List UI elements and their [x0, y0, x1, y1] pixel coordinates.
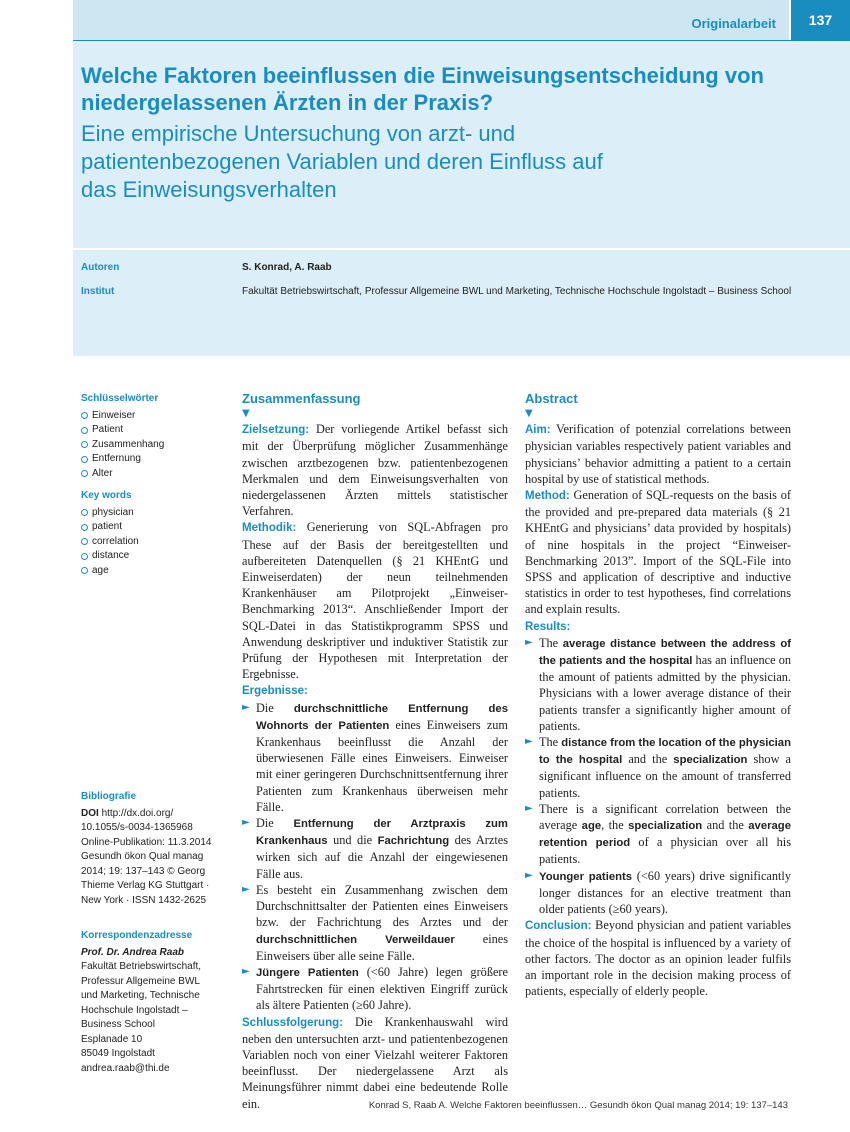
list-item: ► Die durchschnittliche Entfernung des Wohnorts der Patienten eines Einweisers zum Krankenhaus beeinflusst die Anzahl der überwiesenen Fälle eines Einweisers. Einweiser mit einer geringeren Durchschnittsentfernung ihrer Patienten zum Krankenhaus überweisen mehr Fälle.: [242, 700, 508, 814]
keyword-item: patient: [81, 520, 226, 535]
keyword-item: Alter: [81, 467, 226, 482]
correspondence-line: Hochschule Ingolstadt –: [81, 1004, 188, 1016]
triangle-right-icon: ►: [525, 636, 533, 648]
correspondence-line: Business School: [81, 1019, 155, 1030]
circle-bullet-icon: [81, 567, 88, 574]
circle-bullet-icon: [81, 412, 88, 419]
keyword-item: distance: [81, 549, 226, 564]
bibliography-line: 2014; 19: 137–143 © Georg: [81, 865, 206, 877]
methodik-paragraph: Methodik: Generierung von SQL-Abfragen pro These auf der Basis der bereitgestellten und aufbereiteten Datenquellen (§ 21 KHEntG und Einweiserdaten) der neun teilnehmenden Krankenhäuser am Pilotprojekt „Einweiser-Benchmarking 2013“. Anschließender Import der SQL-Datei in das Statistikprogramm SPSS und Anwendung deskriptiver und induktiver Statistik zur Prüfung der Hypothesen mit Interpretation der Ergebnisse.: [242, 520, 508, 682]
correspondence-block: [81, 929, 226, 1076]
keyword-item: Zusammenhang: [81, 438, 226, 453]
results-label: Results:: [525, 620, 571, 633]
correspondence-line: und Marketing, Technische: [81, 990, 200, 1001]
keywords-en-label: Key words: [81, 490, 132, 501]
doi-link[interactable]: http://dx.doi.org/: [101, 807, 174, 819]
circle-bullet-icon: [81, 427, 88, 434]
keyword-item: Entfernung: [81, 452, 226, 467]
zusammenfassung-column: [242, 391, 508, 1112]
circle-bullet-icon: [81, 441, 88, 448]
keywords-de-label: Schlüsselwörter: [81, 393, 159, 404]
ergebnisse-label: Ergebnisse:: [242, 685, 308, 698]
results-list: [525, 635, 791, 917]
keyword-item: Patient: [81, 423, 226, 438]
zusammenfassung-heading: Zusammenfassung: [242, 391, 361, 406]
list-item: ► The average distance between the address of the patients and the hospital has an influence on the amount of patients admitted by the physician. Physicians with a lower average distance of their patients transfer a significantly higher amount of patients.: [525, 635, 791, 733]
correspondence-email[interactable]: andrea.raab@thi.de: [81, 1062, 170, 1074]
ziel-paragraph: Zielsetzung: Der vorliegende Artikel befasst sich mit der Überprüfung möglicher Zusammenhänge zwischen arztbezogenen bzw. patientenbezogenen Merkmalen und dem Einweisungsverhalten von niedergelassenen Ärzten mittels statistischer Verfahren.: [242, 422, 509, 519]
meta-box: [73, 250, 850, 356]
correspondence-line: Esplanade 10: [81, 1033, 143, 1045]
bibliography-line: Gesundh ökon Qual manag: [81, 851, 204, 862]
keyword-item: Einweiser: [81, 409, 226, 424]
triangle-right-icon: ►: [242, 965, 250, 977]
institute-label: Institut: [81, 286, 115, 297]
header-band: [73, 0, 789, 40]
correspondence-label: Korrespondenzadresse: [81, 930, 193, 941]
list-item: ► Die Entfernung der Arztpraxis zum Krankenhaus und die Fachrichtung des Arztes wirken sich auf die Anzahl der eingewiesenen Fälle aus.: [242, 816, 508, 881]
article-title: Welche Faktoren beeinflussen die Einweisungsentscheidung von niedergelassenen Ärzten in der Praxis?: [81, 63, 764, 115]
triangle-right-icon: ►: [242, 701, 250, 713]
circle-bullet-icon: [81, 456, 88, 463]
abstract-column: [525, 391, 791, 999]
conclusion-paragraph: Conclusion: Beyond physician and patient variables the choice of the hospital is influenced by a variety of other factors. The doctor as an opinion leader fulfils an important role in the decision making process of patients, especially of elderly people.: [525, 918, 792, 999]
correspondence-line: Professur Allgemeine BWL: [81, 975, 200, 987]
keyword-item: physician: [81, 506, 226, 521]
aim-paragraph: Aim: Verification of potenzial correlations between physician variables respectively patient variables and physicians’ behavior admitting a patient to a certain hospital by use of statistical methods.: [525, 422, 791, 486]
bibliography-line: 10.1055/s-0034-1365968: [81, 822, 193, 833]
institute: Fakultät Betriebswirtschaft, Professur Allgemeine BWL und Marketing, Technische Hochschule Ingolstadt – Business School: [242, 286, 792, 297]
triangle-down-icon: ▼: [242, 408, 250, 420]
bibliography-line: Thieme Verlag KG Stuttgart ·: [81, 880, 210, 891]
correspondence-name: Prof. Dr. Andrea Raab: [81, 946, 184, 958]
footer-citation: Konrad S, Raab A. Welche Faktoren beeinflussen… Gesundh ökon Qual manag 2014; 19: 137–143: [368, 1100, 788, 1111]
circle-bullet-icon: [81, 524, 88, 531]
triangle-right-icon: ►: [525, 802, 533, 814]
authors-label: Autoren: [81, 262, 120, 273]
keyword-item: correlation: [81, 535, 226, 550]
triangle-down-icon: ▼: [525, 408, 533, 420]
list-item: ► There is a significant correlation between the average age, the specialization and the average retention period of a physician over all his patients.: [525, 801, 791, 867]
abstract-heading: Abstract: [525, 391, 578, 406]
article-subtitle: Eine empirische Untersuchung von arzt- und patientenbezogenen Variablen und deren Einfluss auf das Einweisungsverhalten: [81, 121, 603, 202]
authors: S. Konrad, A. Raab: [242, 262, 332, 273]
list-item: ► Jüngere Patienten (<60 Jahre) legen größere Fahrtstrecken für einen elektiven Eingriff zurück als ältere Patienten (≥60 Jahre).: [242, 964, 508, 1013]
list-item: ► The distance from the location of the physician to the hospital and the specialization show a significant influence on the amount of transferred patients.: [525, 735, 791, 800]
bibliography-label: Bibliografie: [81, 791, 137, 802]
triangle-right-icon: ►: [242, 883, 250, 895]
correspondence-line: 85049 Ingolstadt: [81, 1048, 155, 1059]
doi-line: DOI http://dx.doi.org/: [81, 807, 174, 819]
circle-bullet-icon: [81, 553, 88, 560]
triangle-right-icon: ►: [525, 869, 533, 881]
bibliography-block: [81, 790, 226, 908]
triangle-right-icon: ►: [525, 736, 533, 748]
method-paragraph: Method: Generation of SQL-requests on the basis of the provided and pre-prepared data materials (§ 21 KHEntG and physicians’ data provided by hospitals) of nine hospitals in the project “Einweiser-Benchmarking 2013”. Import of the SQL-File into SPSS and application of descriptive and inductive statistics in order to test hypotheses, find correlations and explain results.: [525, 488, 791, 617]
keyword-item: age: [81, 564, 226, 579]
circle-bullet-icon: [81, 538, 88, 545]
circle-bullet-icon: [81, 509, 88, 516]
circle-bullet-icon: [81, 470, 88, 477]
schluss-paragraph: Schlussfolgerung: Die Krankenhauswahl wird neben den untersuchten arzt- und patientenbezogenen Variablen noch von einer Vielzahl weiterer Faktoren beeinflusst. Der niedergelassene Arzt als Meinungsführer nimmt dabei eine bedeutende Rolle ein.: [242, 1014, 508, 1111]
list-item: ► Younger patients (<60 years) drive significantly longer distances for an elective treatment than older patients (≥60 years).: [525, 868, 791, 917]
section-label: Originalarbeit: [691, 16, 776, 31]
page-number: 137: [791, 0, 850, 40]
bibliography-line: Online-Publikation: 11.3.2014: [81, 836, 212, 848]
ergebnisse-list: [242, 700, 508, 1014]
triangle-right-icon: ►: [242, 817, 250, 829]
correspondence-line: Fakultät Betriebswirtschaft,: [81, 961, 202, 972]
bibliography-line: New York · ISSN 1432-2625: [81, 894, 207, 906]
list-item: ► Es besteht ein Zusammenhang zwischen dem Durchschnittsalter der Patienten eines Einweisers bzw. der Fachrichtung des Arztes und der durchschnittlichen Verweildauer eines Einweisers über alle seine Fälle.: [242, 882, 508, 963]
keywords-block: [81, 392, 226, 578]
